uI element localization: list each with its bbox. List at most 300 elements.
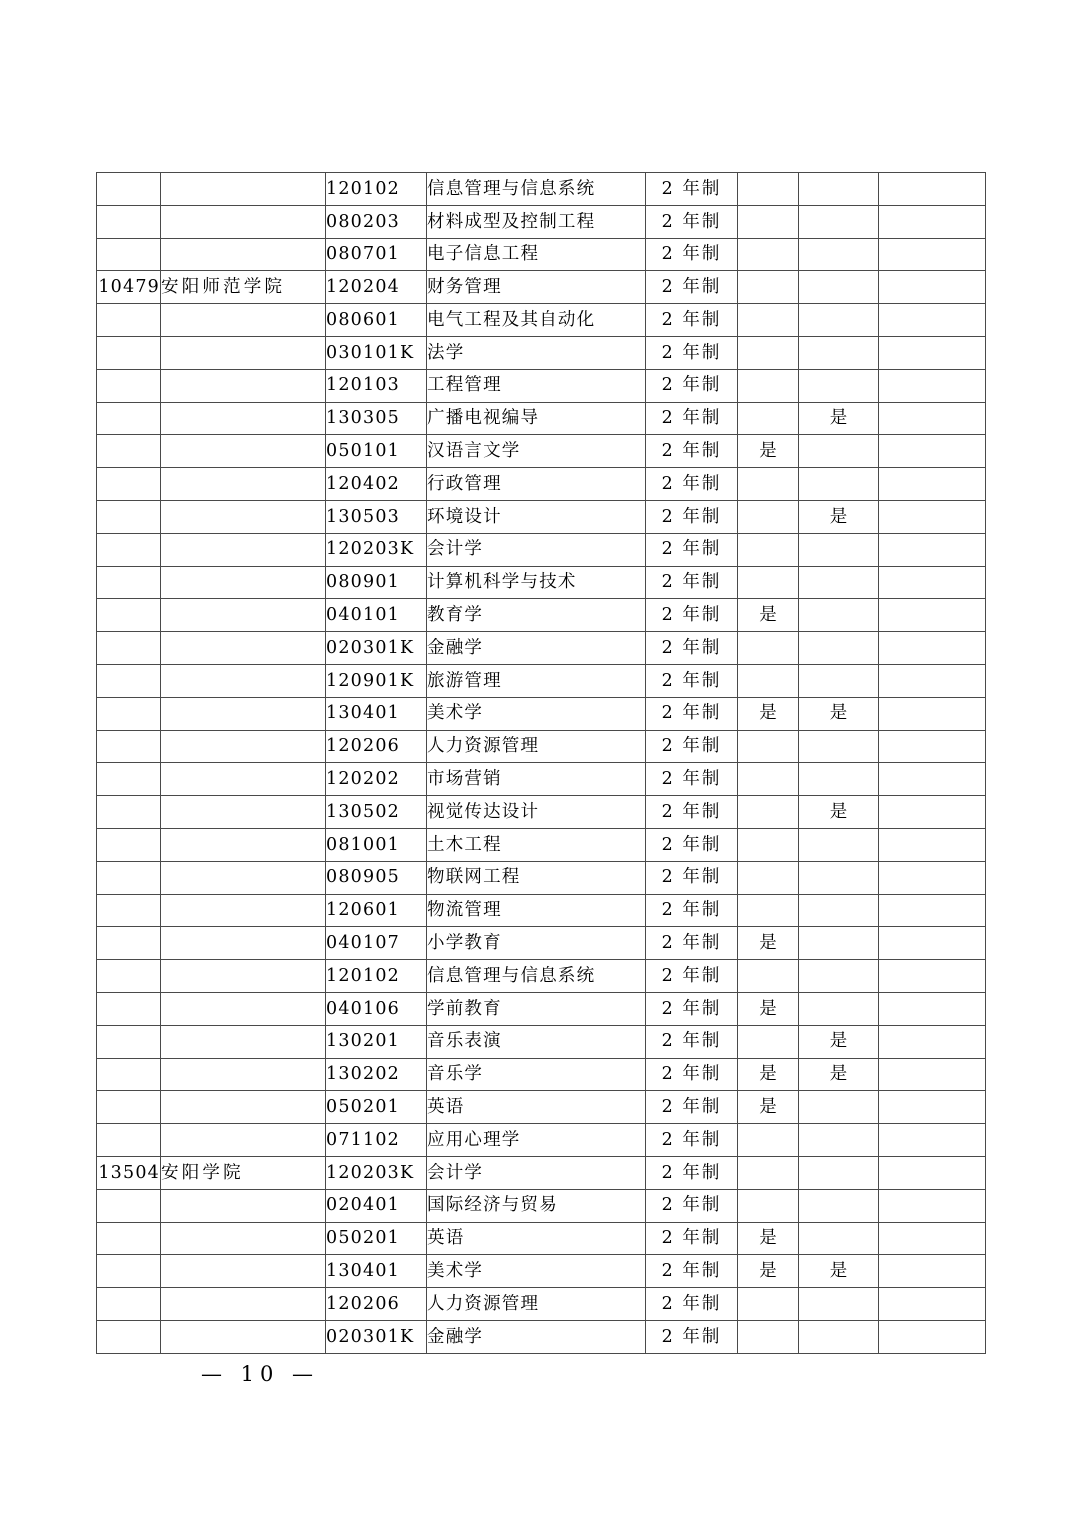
cell-major-code: 080701 xyxy=(326,238,427,271)
cell-major-code: 120202 xyxy=(326,763,427,796)
cell-major-name: 小学教育 xyxy=(427,927,646,960)
cell-flag-2 xyxy=(799,304,879,337)
cell-school-code xyxy=(97,599,161,632)
cell-school-code xyxy=(97,435,161,468)
cell-major-name: 广播电视编导 xyxy=(427,402,646,435)
cell-duration: 2 年制 xyxy=(646,1025,738,1058)
cell-duration: 2 年制 xyxy=(646,1222,738,1255)
cell-flag-2 xyxy=(799,992,879,1025)
cell-school-code xyxy=(97,1091,161,1124)
cell-flag-2 xyxy=(799,960,879,993)
cell-flag-1 xyxy=(738,336,799,369)
table-row xyxy=(97,500,986,533)
cell-school-name xyxy=(161,500,326,533)
table-row xyxy=(97,205,986,238)
cell-flag-3 xyxy=(879,1058,986,1091)
cell-flag-3 xyxy=(879,1025,986,1058)
cell-flag-1 xyxy=(738,238,799,271)
cell-flag-3 xyxy=(879,599,986,632)
cell-flag-3 xyxy=(879,664,986,697)
cell-major-name: 旅游管理 xyxy=(427,664,646,697)
cell-major-name: 物联网工程 xyxy=(427,861,646,894)
cell-major-code: 120206 xyxy=(326,1288,427,1321)
cell-flag-1: 是 xyxy=(738,927,799,960)
cell-school-code xyxy=(97,960,161,993)
cell-duration: 2 年制 xyxy=(646,173,738,206)
cell-flag-3 xyxy=(879,271,986,304)
cell-flag-2 xyxy=(799,205,879,238)
cell-flag-3 xyxy=(879,730,986,763)
cell-major-code: 030101K xyxy=(326,336,427,369)
cell-major-code: 120203K xyxy=(326,1156,427,1189)
cell-flag-2 xyxy=(799,1156,879,1189)
cell-flag-2 xyxy=(799,894,879,927)
cell-flag-3 xyxy=(879,566,986,599)
cell-major-code: 130401 xyxy=(326,1255,427,1288)
cell-duration: 2 年制 xyxy=(646,697,738,730)
cell-major-code: 050101 xyxy=(326,435,427,468)
cell-major-name: 物流管理 xyxy=(427,894,646,927)
cell-school-code xyxy=(97,992,161,1025)
cell-major-code: 120901K xyxy=(326,664,427,697)
cell-duration: 2 年制 xyxy=(646,304,738,337)
cell-school-code xyxy=(97,205,161,238)
cell-major-name: 材料成型及控制工程 xyxy=(427,205,646,238)
cell-school-name xyxy=(161,336,326,369)
cell-school-code xyxy=(97,402,161,435)
cell-duration: 2 年制 xyxy=(646,435,738,468)
table-row xyxy=(97,632,986,665)
cell-flag-1: 是 xyxy=(738,697,799,730)
cell-major-name: 电气工程及其自动化 xyxy=(427,304,646,337)
cell-flag-1: 是 xyxy=(738,599,799,632)
cell-flag-1: 是 xyxy=(738,1058,799,1091)
cell-flag-3 xyxy=(879,1124,986,1157)
cell-flag-2 xyxy=(799,664,879,697)
cell-major-code: 120402 xyxy=(326,468,427,501)
cell-major-name: 金融学 xyxy=(427,1320,646,1353)
table-row xyxy=(97,763,986,796)
cell-major-code: 080203 xyxy=(326,205,427,238)
cell-flag-1 xyxy=(738,369,799,402)
cell-school-name xyxy=(161,861,326,894)
table-row xyxy=(97,304,986,337)
cell-flag-3 xyxy=(879,435,986,468)
cell-major-name: 信息管理与信息系统 xyxy=(427,173,646,206)
cell-school-code xyxy=(97,468,161,501)
cell-flag-3 xyxy=(879,468,986,501)
cell-flag-3 xyxy=(879,173,986,206)
cell-duration: 2 年制 xyxy=(646,271,738,304)
cell-major-name: 音乐学 xyxy=(427,1058,646,1091)
cell-duration: 2 年制 xyxy=(646,861,738,894)
cell-school-name: 安阳学院 xyxy=(161,1156,326,1189)
cell-major-code: 020301K xyxy=(326,632,427,665)
cell-school-name xyxy=(161,566,326,599)
cell-duration: 2 年制 xyxy=(646,336,738,369)
cell-major-name: 电子信息工程 xyxy=(427,238,646,271)
cell-flag-2 xyxy=(799,599,879,632)
cell-duration: 2 年制 xyxy=(646,763,738,796)
cell-duration: 2 年制 xyxy=(646,632,738,665)
cell-major-name: 环境设计 xyxy=(427,500,646,533)
cell-school-code xyxy=(97,1320,161,1353)
cell-flag-1 xyxy=(738,271,799,304)
cell-major-code: 040101 xyxy=(326,599,427,632)
cell-flag-3 xyxy=(879,304,986,337)
cell-flag-3 xyxy=(879,828,986,861)
cell-flag-3 xyxy=(879,796,986,829)
cell-major-name: 工程管理 xyxy=(427,369,646,402)
cell-major-name: 美术学 xyxy=(427,1255,646,1288)
cell-duration: 2 年制 xyxy=(646,828,738,861)
cell-major-code: 071102 xyxy=(326,1124,427,1157)
cell-duration: 2 年制 xyxy=(646,1320,738,1353)
cell-flag-3 xyxy=(879,927,986,960)
cell-flag-3 xyxy=(879,960,986,993)
cell-major-code: 120103 xyxy=(326,369,427,402)
cell-school-code xyxy=(97,664,161,697)
table-row xyxy=(97,369,986,402)
cell-flag-2 xyxy=(799,435,879,468)
table-row xyxy=(97,697,986,730)
major-table-body xyxy=(97,173,986,1354)
cell-duration: 2 年制 xyxy=(646,1058,738,1091)
cell-major-name: 美术学 xyxy=(427,697,646,730)
table-row xyxy=(97,435,986,468)
cell-school-name xyxy=(161,1091,326,1124)
cell-duration: 2 年制 xyxy=(646,927,738,960)
cell-major-code: 120102 xyxy=(326,173,427,206)
cell-flag-3 xyxy=(879,402,986,435)
cell-school-code xyxy=(97,697,161,730)
cell-school-name xyxy=(161,730,326,763)
cell-major-name: 会计学 xyxy=(427,1156,646,1189)
cell-flag-1 xyxy=(738,566,799,599)
cell-school-code xyxy=(97,1124,161,1157)
cell-flag-2 xyxy=(799,763,879,796)
cell-major-code: 130503 xyxy=(326,500,427,533)
cell-flag-3 xyxy=(879,763,986,796)
cell-flag-2 xyxy=(799,1091,879,1124)
cell-major-code: 130202 xyxy=(326,1058,427,1091)
table-row xyxy=(97,730,986,763)
cell-school-code: 13504 xyxy=(97,1156,161,1189)
cell-major-code: 020401 xyxy=(326,1189,427,1222)
cell-duration: 2 年制 xyxy=(646,599,738,632)
cell-school-code xyxy=(97,1025,161,1058)
table-row xyxy=(97,1091,986,1124)
cell-flag-2 xyxy=(799,861,879,894)
cell-flag-1 xyxy=(738,500,799,533)
cell-school-name xyxy=(161,828,326,861)
cell-flag-2 xyxy=(799,173,879,206)
cell-major-name: 土木工程 xyxy=(427,828,646,861)
cell-major-code: 081001 xyxy=(326,828,427,861)
cell-flag-1 xyxy=(738,304,799,337)
cell-major-name: 计算机科学与技术 xyxy=(427,566,646,599)
cell-school-name xyxy=(161,894,326,927)
cell-major-name: 汉语言文学 xyxy=(427,435,646,468)
cell-major-name: 英语 xyxy=(427,1091,646,1124)
table-row xyxy=(97,894,986,927)
table-row xyxy=(97,1025,986,1058)
cell-flag-2 xyxy=(799,1189,879,1222)
cell-flag-1 xyxy=(738,664,799,697)
cell-major-code: 130201 xyxy=(326,1025,427,1058)
cell-major-code: 040107 xyxy=(326,927,427,960)
cell-duration: 2 年制 xyxy=(646,730,738,763)
cell-duration: 2 年制 xyxy=(646,1255,738,1288)
major-table xyxy=(96,172,986,1354)
cell-flag-2: 是 xyxy=(799,1025,879,1058)
cell-school-name xyxy=(161,992,326,1025)
cell-flag-1: 是 xyxy=(738,435,799,468)
cell-duration: 2 年制 xyxy=(646,468,738,501)
cell-flag-1 xyxy=(738,1156,799,1189)
cell-flag-2: 是 xyxy=(799,500,879,533)
table-row xyxy=(97,828,986,861)
cell-flag-2 xyxy=(799,1320,879,1353)
cell-major-code: 020301K xyxy=(326,1320,427,1353)
cell-flag-3 xyxy=(879,1222,986,1255)
cell-flag-1 xyxy=(738,468,799,501)
cell-school-code xyxy=(97,796,161,829)
cell-school-code xyxy=(97,566,161,599)
table-row xyxy=(97,1156,986,1189)
cell-flag-2 xyxy=(799,828,879,861)
table-row xyxy=(97,861,986,894)
cell-flag-2 xyxy=(799,468,879,501)
cell-major-name: 市场营销 xyxy=(427,763,646,796)
cell-school-code xyxy=(97,927,161,960)
cell-flag-2: 是 xyxy=(799,697,879,730)
cell-major-code: 080905 xyxy=(326,861,427,894)
cell-school-name xyxy=(161,369,326,402)
cell-flag-1: 是 xyxy=(738,992,799,1025)
cell-major-code: 130401 xyxy=(326,697,427,730)
cell-flag-1 xyxy=(738,861,799,894)
cell-school-code xyxy=(97,369,161,402)
cell-flag-3 xyxy=(879,205,986,238)
table-row xyxy=(97,1222,986,1255)
cell-major-code: 080601 xyxy=(326,304,427,337)
cell-flag-3 xyxy=(879,992,986,1025)
cell-flag-3 xyxy=(879,500,986,533)
cell-flag-1 xyxy=(738,894,799,927)
cell-school-name xyxy=(161,1320,326,1353)
major-table-container xyxy=(96,172,985,1354)
cell-flag-1: 是 xyxy=(738,1255,799,1288)
cell-flag-3 xyxy=(879,533,986,566)
cell-school-code xyxy=(97,304,161,337)
cell-major-name: 法学 xyxy=(427,336,646,369)
cell-flag-3 xyxy=(879,369,986,402)
cell-school-code xyxy=(97,533,161,566)
cell-flag-2 xyxy=(799,238,879,271)
cell-flag-2 xyxy=(799,336,879,369)
cell-major-code: 080901 xyxy=(326,566,427,599)
cell-flag-2 xyxy=(799,1124,879,1157)
cell-duration: 2 年制 xyxy=(646,1124,738,1157)
table-row xyxy=(97,1288,986,1321)
cell-flag-3 xyxy=(879,238,986,271)
cell-school-code xyxy=(97,1222,161,1255)
table-row xyxy=(97,336,986,369)
cell-flag-1 xyxy=(738,796,799,829)
cell-school-code xyxy=(97,1189,161,1222)
table-row xyxy=(97,1189,986,1222)
cell-major-code: 120601 xyxy=(326,894,427,927)
cell-school-name xyxy=(161,632,326,665)
cell-school-name xyxy=(161,1189,326,1222)
table-row xyxy=(97,664,986,697)
cell-school-name: 安阳师范学院 xyxy=(161,271,326,304)
cell-flag-1: 是 xyxy=(738,1091,799,1124)
cell-flag-1 xyxy=(738,1288,799,1321)
table-row xyxy=(97,533,986,566)
cell-flag-1 xyxy=(738,960,799,993)
cell-school-code xyxy=(97,861,161,894)
cell-flag-2: 是 xyxy=(799,402,879,435)
cell-flag-3 xyxy=(879,697,986,730)
cell-flag-3 xyxy=(879,1189,986,1222)
table-row xyxy=(97,173,986,206)
table-row xyxy=(97,271,986,304)
cell-duration: 2 年制 xyxy=(646,369,738,402)
cell-major-code: 120206 xyxy=(326,730,427,763)
cell-duration: 2 年制 xyxy=(646,1156,738,1189)
cell-flag-3 xyxy=(879,861,986,894)
cell-major-name: 金融学 xyxy=(427,632,646,665)
cell-flag-2: 是 xyxy=(799,1255,879,1288)
cell-flag-2 xyxy=(799,1222,879,1255)
cell-school-code xyxy=(97,173,161,206)
table-row xyxy=(97,960,986,993)
cell-flag-2 xyxy=(799,369,879,402)
cell-major-name: 音乐表演 xyxy=(427,1025,646,1058)
cell-school-code xyxy=(97,238,161,271)
cell-school-name xyxy=(161,238,326,271)
cell-major-name: 信息管理与信息系统 xyxy=(427,960,646,993)
cell-school-code xyxy=(97,730,161,763)
cell-flag-2 xyxy=(799,271,879,304)
cell-flag-3 xyxy=(879,1255,986,1288)
table-row xyxy=(97,599,986,632)
cell-duration: 2 年制 xyxy=(646,894,738,927)
cell-flag-3 xyxy=(879,632,986,665)
cell-flag-3 xyxy=(879,894,986,927)
cell-duration: 2 年制 xyxy=(646,1189,738,1222)
cell-school-name xyxy=(161,205,326,238)
cell-school-code: 10479 xyxy=(97,271,161,304)
cell-duration: 2 年制 xyxy=(646,960,738,993)
cell-duration: 2 年制 xyxy=(646,402,738,435)
cell-flag-3 xyxy=(879,1156,986,1189)
cell-school-code xyxy=(97,336,161,369)
cell-flag-3 xyxy=(879,1091,986,1124)
cell-school-name xyxy=(161,927,326,960)
cell-flag-1 xyxy=(738,402,799,435)
cell-major-name: 学前教育 xyxy=(427,992,646,1025)
cell-duration: 2 年制 xyxy=(646,566,738,599)
table-row xyxy=(97,402,986,435)
cell-major-code: 040106 xyxy=(326,992,427,1025)
cell-school-name xyxy=(161,304,326,337)
cell-flag-2 xyxy=(799,927,879,960)
table-row xyxy=(97,796,986,829)
cell-school-code xyxy=(97,763,161,796)
cell-major-name: 英语 xyxy=(427,1222,646,1255)
table-row xyxy=(97,992,986,1025)
cell-flag-1: 是 xyxy=(738,1222,799,1255)
cell-duration: 2 年制 xyxy=(646,500,738,533)
cell-school-name xyxy=(161,1288,326,1321)
table-row xyxy=(97,1320,986,1353)
cell-flag-2 xyxy=(799,566,879,599)
cell-duration: 2 年制 xyxy=(646,1288,738,1321)
cell-school-code xyxy=(97,1058,161,1091)
cell-major-name: 教育学 xyxy=(427,599,646,632)
table-row xyxy=(97,238,986,271)
cell-major-code: 050201 xyxy=(326,1222,427,1255)
cell-duration: 2 年制 xyxy=(646,664,738,697)
cell-major-name: 应用心理学 xyxy=(427,1124,646,1157)
cell-major-name: 国际经济与贸易 xyxy=(427,1189,646,1222)
cell-major-name: 视觉传达设计 xyxy=(427,796,646,829)
cell-major-code: 120203K xyxy=(326,533,427,566)
cell-major-code: 120204 xyxy=(326,271,427,304)
cell-school-code xyxy=(97,1288,161,1321)
table-row xyxy=(97,1058,986,1091)
table-row xyxy=(97,927,986,960)
cell-flag-1 xyxy=(738,1124,799,1157)
cell-flag-2 xyxy=(799,632,879,665)
cell-major-code: 120102 xyxy=(326,960,427,993)
cell-school-name xyxy=(161,468,326,501)
table-row xyxy=(97,468,986,501)
cell-school-name xyxy=(161,533,326,566)
cell-major-name: 会计学 xyxy=(427,533,646,566)
cell-school-name xyxy=(161,1255,326,1288)
cell-school-name xyxy=(161,1025,326,1058)
page-number: — 10 — xyxy=(200,1362,320,1386)
cell-flag-1 xyxy=(738,828,799,861)
cell-flag-1 xyxy=(738,533,799,566)
cell-school-code xyxy=(97,500,161,533)
cell-flag-1 xyxy=(738,173,799,206)
cell-school-name xyxy=(161,1124,326,1157)
cell-flag-2 xyxy=(799,730,879,763)
cell-duration: 2 年制 xyxy=(646,533,738,566)
cell-duration: 2 年制 xyxy=(646,1091,738,1124)
cell-school-name xyxy=(161,1058,326,1091)
cell-major-code: 130305 xyxy=(326,402,427,435)
cell-school-name xyxy=(161,173,326,206)
cell-flag-2 xyxy=(799,533,879,566)
table-row xyxy=(97,566,986,599)
cell-flag-3 xyxy=(879,1320,986,1353)
cell-flag-1 xyxy=(738,730,799,763)
cell-flag-1 xyxy=(738,1320,799,1353)
cell-school-code xyxy=(97,632,161,665)
table-row xyxy=(97,1124,986,1157)
cell-major-name: 人力资源管理 xyxy=(427,730,646,763)
cell-school-name xyxy=(161,435,326,468)
cell-school-code xyxy=(97,894,161,927)
cell-school-name xyxy=(161,599,326,632)
cell-major-code: 050201 xyxy=(326,1091,427,1124)
